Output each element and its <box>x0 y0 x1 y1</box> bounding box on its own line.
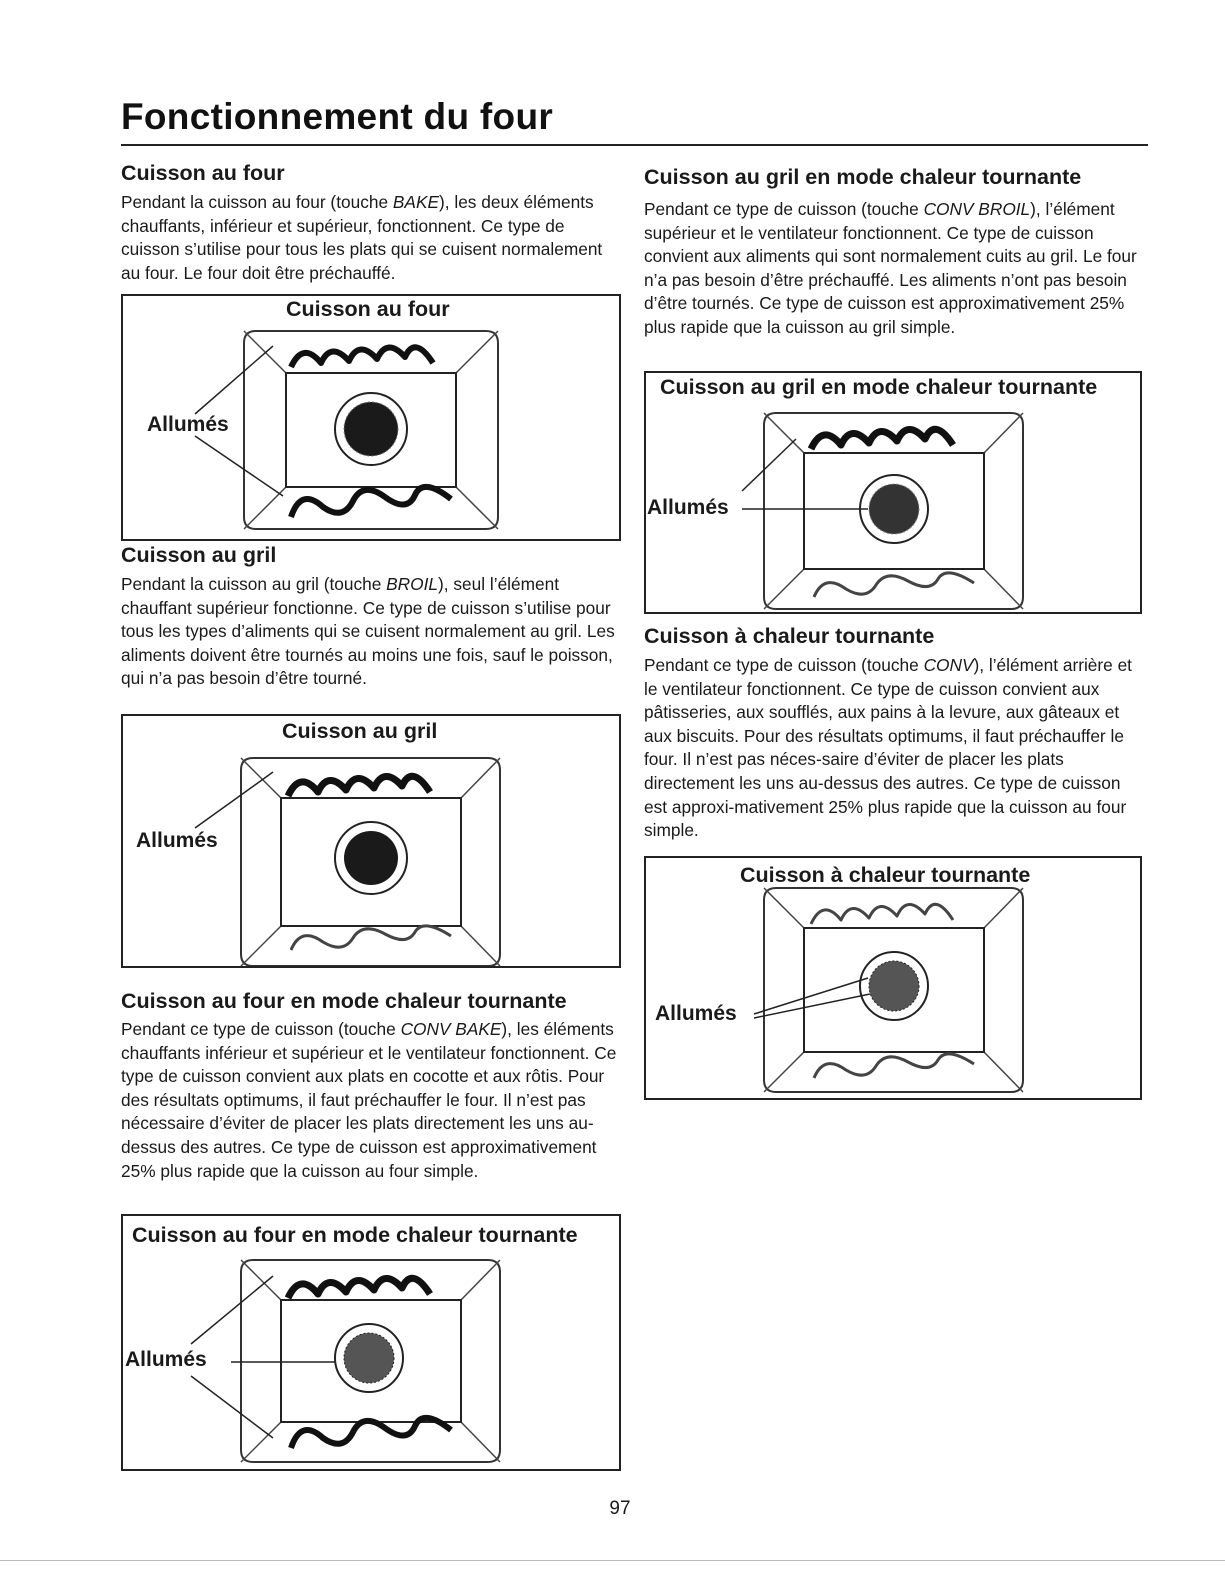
broil-key: BROIL <box>386 574 439 594</box>
conv-diagram-label: Allumés <box>655 1002 737 1025</box>
conv-broil-diagram-title: Cuisson au gril en mode chaleur tournante <box>660 375 1098 399</box>
bake-diagram <box>121 294 621 541</box>
conv-bake-heading: Cuisson au four en mode chaleur tournante <box>121 989 567 1013</box>
conv-bake-paragraph: Pendant ce type de cuisson (touche CONV BAKE), les éléments chauffants inférieur et supérieur et le ventilateur fonctionnent. Ce type de cuisson convient aux plats en cocotte et aux rôtis. Pour des résultats optimums, il faut préchauffer le four. Il n’est pas nécessaire d’éviter de placer les plats directement les uns au-dessus des autres. Ce type de cuisson est approximativement 25% plus rapide que la cuisson au four simple. <box>121 1019 617 1181</box>
broil-heading: Cuisson au gril <box>121 543 277 567</box>
oven-cavity <box>764 413 1023 609</box>
bake-key: BAKE <box>392 192 439 212</box>
broil-paragraph: Pendant la cuisson au gril (touche BROIL), seul l’élément chauffant supérieur fonctionne. Ce type de cuisson s’utilise pour tous les types d’aliments qui se cuisent normalement au gril. Les aliments doivent être tournés au moins une fois, sauf le poisson, qui n’a pas besoin d’être tourné. <box>121 574 615 689</box>
conv-heading: Cuisson à chaleur tournante <box>644 624 935 648</box>
broil-diagram-title: Cuisson au gril <box>282 719 438 743</box>
conv-bake-diagram <box>121 1214 621 1471</box>
conv-broil-oven-illustration <box>646 373 1142 614</box>
conv-key: CONV <box>923 655 974 675</box>
bake-heading: Cuisson au four <box>121 161 285 185</box>
conv-diagram-title: Cuisson à chaleur tournante <box>740 863 1031 887</box>
oven-cavity <box>764 888 1023 1092</box>
broil-diagram-label: Allumés <box>136 829 218 852</box>
page-title: Fonctionnement du four <box>121 96 554 137</box>
bake-diagram-title: Cuisson au four <box>286 297 450 321</box>
oven-cavity <box>244 331 498 529</box>
conv-bake-diagram-title: Cuisson au four en mode chaleur tournante <box>132 1223 578 1247</box>
conv-broil-diagram-label: Allumés <box>647 496 729 519</box>
conv-bake-key: CONV BAKE <box>400 1019 502 1039</box>
title-rule <box>121 144 1148 146</box>
bake-diagram-label: Allumés <box>147 413 229 436</box>
oven-cavity <box>241 1260 500 1462</box>
bottom-rule <box>0 1560 1225 1561</box>
conv-bake-diagram-label: Allumés <box>125 1348 207 1371</box>
conv-broil-paragraph: Pendant ce type de cuisson (touche CONV BROIL), l’élément supérieur et le ventilateur fonctionnent. Ce type de cuisson convient aux aliments qui sont normalement cuits au gril. Le four n’a pas besoin d’être préchauffé. Les aliments n’ont pas besoin d’être tournés. Ce type de cuisson est approximativement 25% plus rapide que la cuisson au gril simple. <box>644 199 1137 337</box>
conv-paragraph: Pendant ce type de cuisson (touche CONV), l’élément arrière et le ventilateur fonctionnent. Ce type de cuisson convient aux pâtisseries, aux soufflés, aux pains à la levure, aux gâteaux et aux biscuits. Pour des résultats optimums, il faut préchauffer le four. Il n’est pas néces-saire d’éviter de placer les plats directement les uns au-dessus des autres. Ce type de cuisson est approxi-mativement 25% plus rapide que la cuisson au four simple. <box>644 655 1132 841</box>
conv-broil-diagram <box>644 371 1142 614</box>
page-number: 97 <box>609 1498 631 1519</box>
bake-paragraph: Pendant la cuisson au four (touche BAKE), les deux éléments chauffants, inférieur et supérieur, fonctionnent. Ce type de cuisson s’utilise pour tous les plats qui se cuisent normalement au four. Le four doit être préchauffé. <box>121 192 603 283</box>
conv-bake-oven-illustration <box>123 1216 621 1471</box>
conv-oven-illustration <box>646 858 1142 1100</box>
conv-broil-key: CONV BROIL <box>923 199 1031 219</box>
oven-cavity <box>241 758 500 966</box>
conv-broil-heading: Cuisson au gril en mode chaleur tournante <box>644 165 1082 189</box>
conv-diagram <box>644 856 1142 1100</box>
broil-diagram <box>121 714 621 968</box>
